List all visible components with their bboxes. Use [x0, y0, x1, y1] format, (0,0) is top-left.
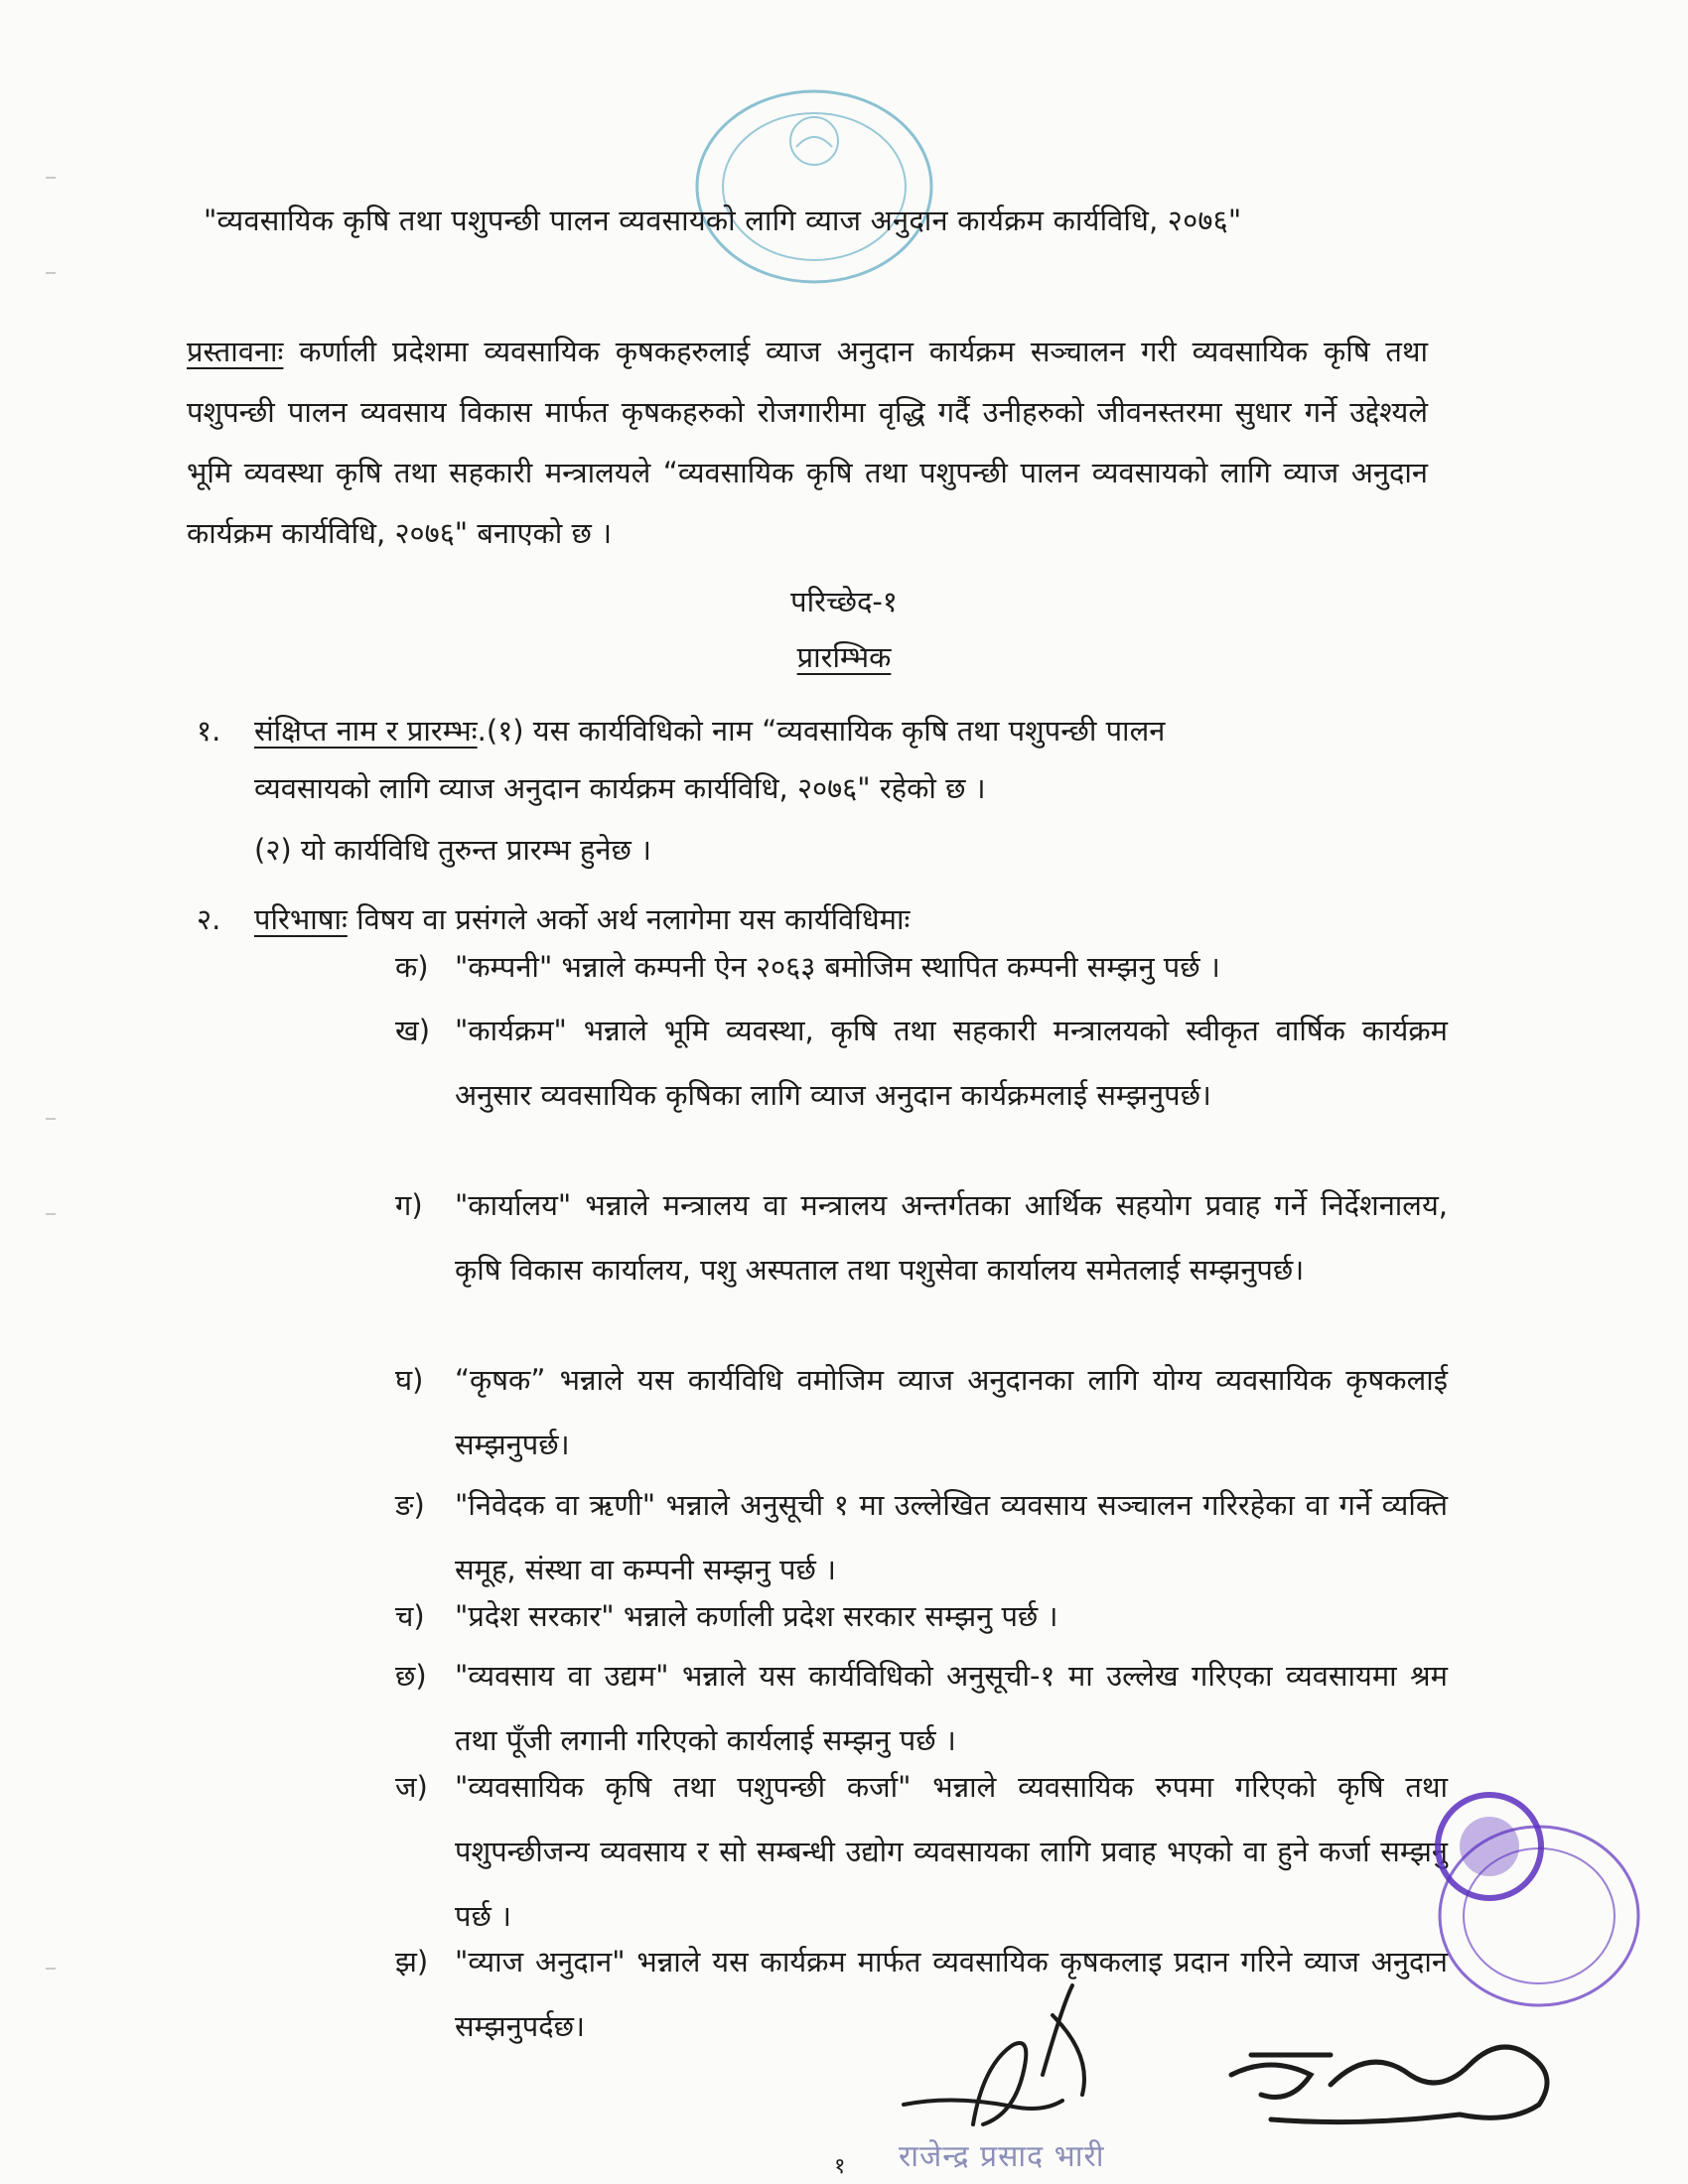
definition-item — [395, 1584, 1448, 1649]
section-1-text-1: .(१) यस कार्यविधिको नाम “व्यवसायिक कृषि तथा पशुपन्छी पालन — [477, 714, 1166, 748]
definition-label: ङ) — [395, 1488, 425, 1522]
definition-text: "निवेदक वा ऋणी" भन्नाले अनुसूची १ मा उल्लेखित व्यवसाय सञ्चालन गरिरहेका वा गर्ने व्यक्ति समूह, संस्था वा कम्पनी सम्झनु पर्छ । — [455, 1488, 1448, 1586]
signatory-name-stamp: राजेन्द्र प्रसाद भारी — [899, 2139, 1105, 2174]
chapter-number: परिच्छेद-१ — [790, 585, 898, 618]
definition-label: छ) — [395, 1659, 427, 1693]
section-2-number: २. — [197, 902, 221, 936]
definition-item — [395, 1644, 1448, 1773]
definition-text: "कार्यक्रम" भन्नाले भूमि व्यवस्था, कृषि तथा सहकारी मन्त्रालयको स्वीकृत वार्षिक कार्यक्रम अनुसार व्यवसायिक कृषिका लागि व्याज अनुदान कार्यक्रमलाई सम्झनुपर्छ। — [455, 1014, 1448, 1112]
section-1-line-1 — [254, 701, 1446, 760]
definition-label: ज) — [395, 1770, 428, 1804]
signature-left-icon — [894, 1976, 1192, 2144]
scan-mark — [46, 1213, 56, 1215]
office-seal-right-icon — [1390, 1767, 1648, 2025]
preamble-paragraph — [187, 322, 1428, 564]
definition-label: क) — [395, 950, 429, 984]
definition-item — [395, 935, 1448, 1000]
chapter-title-text: प्रारम्भिक — [796, 640, 892, 674]
definition-label: ख) — [395, 1014, 431, 1047]
scan-mark — [46, 272, 56, 274]
scan-mark — [46, 177, 56, 179]
section-1-sub-2: (२) यो कार्यविधि तुरुन्त प्रारम्भ हुनेछ । — [254, 833, 652, 867]
section-2-label: परिभाषाः — [254, 902, 348, 936]
section-2-text: विषय वा प्रसंगले अर्को अर्थ नलागेमा यस कार्यविधिमाः — [347, 902, 911, 936]
definition-item — [395, 1473, 1448, 1602]
section-1-label: संक्षिप्त नाम र प्रारम्भः — [254, 714, 478, 748]
scan-mark — [46, 1118, 56, 1120]
scan-mark — [46, 1968, 56, 1970]
definition-text: “कृषक” भन्नाले यस कार्यविधि वमोजिम व्याज अनुदानका लागि योग्य व्यवसायिक कृषकलाई सम्झनुपर्छ। — [455, 1363, 1448, 1461]
preamble-text: कर्णाली प्रदेशमा व्यवसायिक कृषकहरुलाई व्याज अनुदान कार्यक्रम सञ्चालन गरी व्यवसायिक कृषि तथा पशुपन्छी पालन व्यवसाय विकास मार्फत कृषकहरुको रोजगारीमा वृद्धि गर्दै उनीहरुको जीवनस्तरमा सुधार गर्ने उद्देश्यले भूमि व्यवस्था कृषि तथा सहकारी मन्त्रालयले “व्यवसायिक कृषि तथा पशुपन्छी पालन व्यवसायको लागि व्याज अनुदान कार्यक्रम कार्यविधि, २०७६" बनाएको छ । — [187, 335, 1428, 550]
definition-text: "व्याज अनुदान" भन्नाले यस कार्यक्रम मार्फत व्यवसायिक कृषकलाइ प्रदान गरिने व्याज अनुदान सम्झनुपर्दछ। — [455, 1945, 1448, 2043]
document-title: "व्यवसायिक कृषि तथा पशुपन्छी पालन व्यवसायको लागि व्याज अनुदान कार्यक्रम कार्यविधि, २०७६" — [204, 204, 1242, 237]
definition-text: "कम्पनी" भन्नाले कम्पनी ऐन २०६३ बमोजिम स्थापित कम्पनी सम्झनु पर्छ । — [455, 950, 1220, 984]
signature-right-icon — [1211, 1995, 1589, 2144]
definition-item — [395, 1348, 1448, 1477]
definition-text: "प्रदेश सरकार" भन्नाले कर्णाली प्रदेश सरकार सम्झनु पर्छ । — [455, 1599, 1058, 1633]
preamble-label: प्रस्तावनाः — [187, 335, 284, 368]
chapter-title — [0, 637, 1688, 676]
definition-text: "व्यवसाय वा उद्यम" भन्नाले यस कार्यविधिको अनुसूची-१ मा उल्लेख गरिएका व्यवसायमा श्रम तथा पूँजी लगानी गरिएको कार्यलाई सम्झनु पर्छ । — [455, 1659, 1448, 1757]
office-seal-top-icon — [685, 77, 943, 296]
section-1-number: १. — [197, 714, 221, 748]
definition-label: ग) — [395, 1188, 423, 1222]
definition-text: "कार्यालय" भन्नाले मन्त्रालय वा मन्त्रालय अन्तर्गतका आर्थिक सहयोग प्रवाह गर्ने निर्देशनालय, कृषि विकास कार्यालय, पशु अस्पताल तथा पशुसेवा कार्यालय समेतलाई सम्झनुपर्छ। — [455, 1188, 1448, 1287]
definition-text: "व्यवसायिक कृषि तथा पशुपन्छी कर्जा" भन्नाले व्यवसायिक रुपमा गरिएको कृषि तथा पशुपन्छीजन्य व्यवसाय र सो सम्बन्धी उद्योग व्यवसायका लागि प्रवाह भएको वा हुने कर्जा सम्झनु पर्छ । — [455, 1770, 1448, 1933]
definition-label: झ) — [395, 1945, 429, 1979]
definition-item — [395, 1173, 1448, 1302]
definition-item — [395, 999, 1448, 1128]
page-number: १ — [834, 2154, 846, 2179]
section-1-text-2: व्यवसायको लागि व्याज अनुदान कार्यक्रम कार्यविधि, २०७६" रहेको छ । — [254, 771, 986, 805]
definition-label: च) — [395, 1599, 425, 1633]
definition-item — [395, 1755, 1448, 1949]
definition-label: घ) — [395, 1363, 424, 1397]
